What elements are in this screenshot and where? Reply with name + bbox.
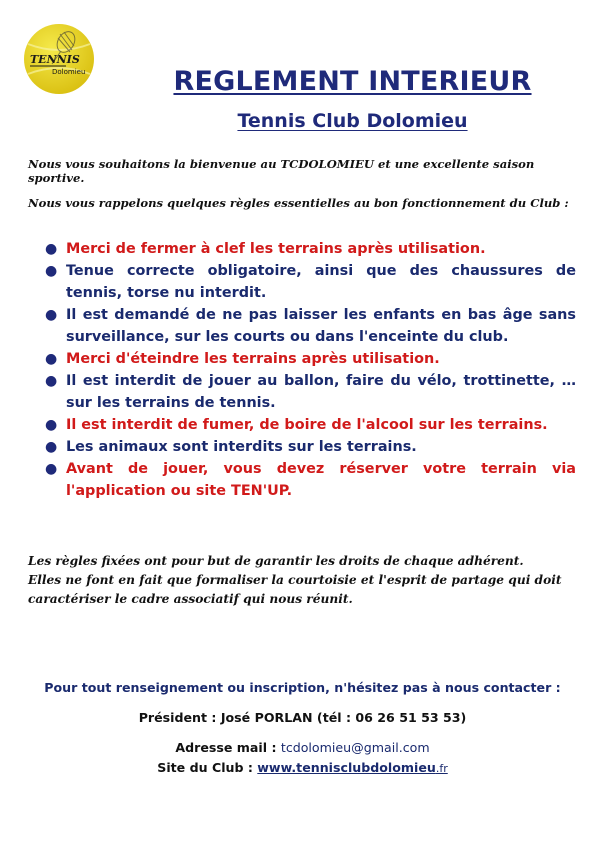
closing-paragraph — [28, 552, 588, 609]
website-link[interactable]: www.tennisclubdolomieu.fr — [257, 760, 448, 775]
closing-line: Les règles fixées ont pour but de garantir les droits de chaque adhérent. — [28, 554, 524, 568]
rule-item: ● Les animaux sont interdits sur les terrains. — [28, 436, 576, 458]
rules-list — [28, 238, 576, 502]
bullet-icon: ● — [45, 373, 58, 389]
bullet-icon: ● — [45, 439, 58, 455]
intro-welcome: Nous vous souhaitons la bienvenue au TCDOLOMIEU et une excellente saison sportive. — [28, 157, 535, 185]
closing-line: caractériser le cadre associatif qui nous réunit. — [28, 592, 353, 606]
page-subtitle: Tennis Club Dolomieu — [237, 110, 468, 132]
bullet-icon: ● — [45, 461, 58, 477]
rule-item: ● Il est interdit de jouer au ballon, faire du vélo, trottinette, … sur les terrains de tennis. — [28, 370, 576, 414]
bullet-icon: ● — [45, 263, 58, 279]
page-title: REGLEMENT INTERIEUR — [173, 66, 532, 97]
website-label: Site du Club : — [157, 760, 258, 775]
rule-item: ● Il est demandé de ne pas laisser les enfants en bas âge sans surveillance, sur les courts ou dans l'enceinte du club. — [28, 304, 576, 348]
bullet-icon: ● — [45, 241, 58, 257]
website-line — [0, 760, 605, 775]
email-line — [0, 740, 605, 755]
email-link[interactable]: tcdolomieu@gmail.com — [280, 740, 430, 755]
rule-item: ● Merci d'éteindre les terrains après utilisation. — [28, 348, 576, 370]
closing-line: Elles ne font en fait que formaliser la courtoisie et l'esprit de partage qui doit — [28, 573, 562, 587]
rule-item: ● Merci de fermer à clef les terrains après utilisation. — [28, 238, 576, 260]
rule-item: ● Il est interdit de fumer, de boire de l'alcool sur les terrains. — [28, 414, 576, 436]
intro-reminder: Nous vous rappelons quelques règles essentielles au bon fonctionnement du Club : — [28, 196, 569, 210]
logo-text: TENNIS — [30, 53, 80, 66]
email-label: Adresse mail : — [175, 740, 281, 755]
bullet-icon: ● — [45, 351, 58, 367]
rule-item: ● Avant de jouer, vous devez réserver votre terrain via l'application ou site TEN'UP. — [28, 458, 576, 502]
bullet-icon: ● — [45, 417, 58, 433]
rule-item: ● Tenue correcte obligatoire, ainsi que des chaussures de tennis, torse nu interdit. — [28, 260, 576, 304]
contact-intro: Pour tout renseignement ou inscription, n'hésitez pas à nous contacter : — [44, 680, 561, 695]
bullet-icon: ● — [45, 307, 58, 323]
president-info: Président : José PORLAN (tél : 06 26 51 53 53) — [138, 710, 467, 725]
logo-subtext: Dolomieu — [52, 68, 86, 76]
